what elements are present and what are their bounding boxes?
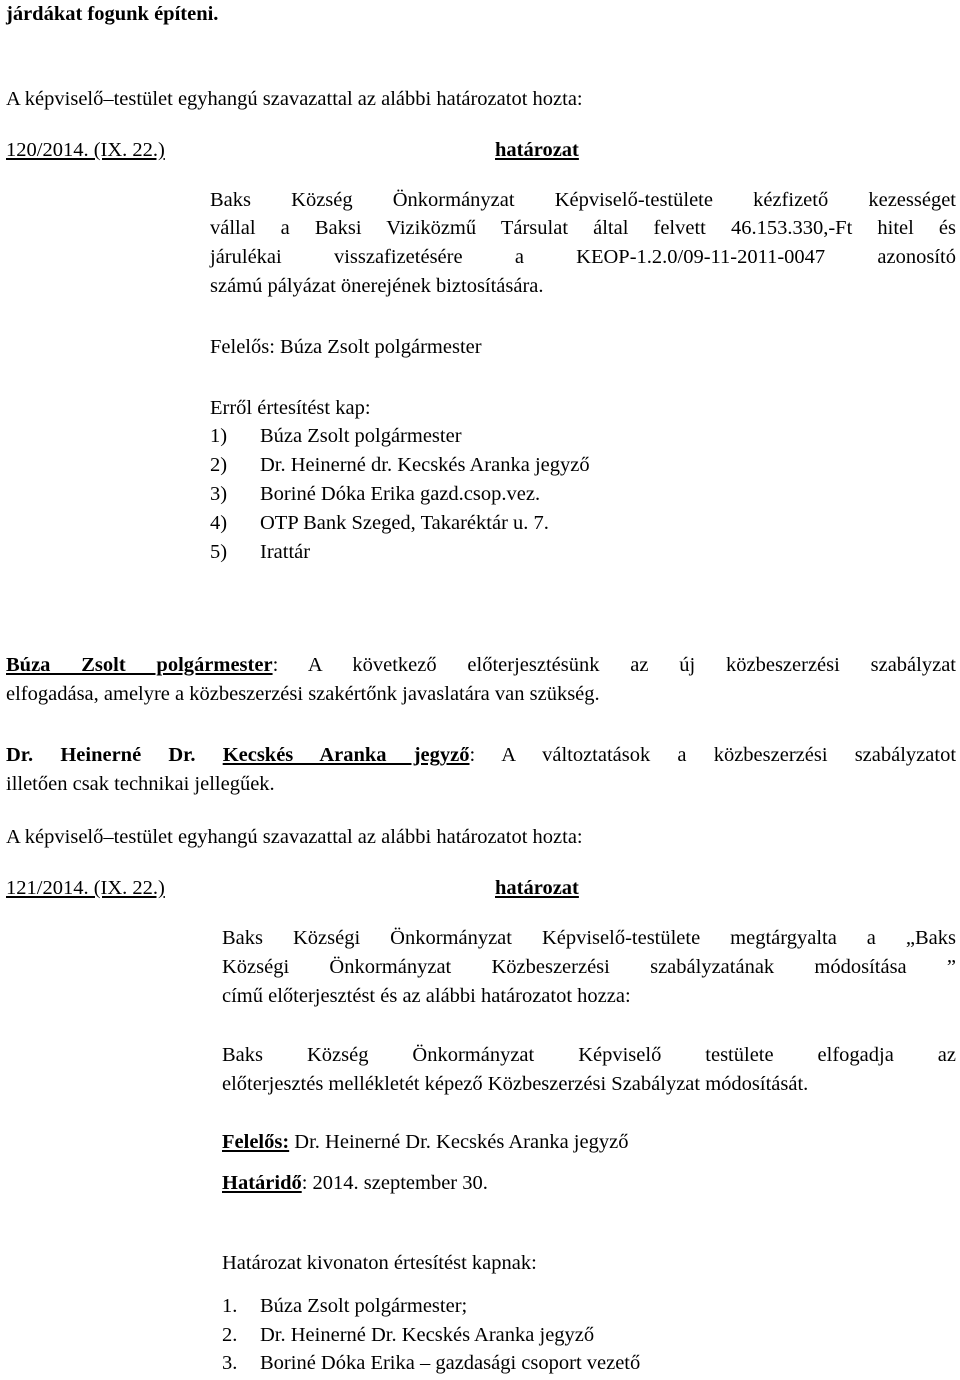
carry-over-line: járdákat fogunk építeni. bbox=[6, 3, 219, 25]
notify-item bbox=[210, 453, 590, 478]
resolution-body-1-line-1: Baks Község Önkormányzat Képviselő-testülete kézfizető kezességet bbox=[210, 189, 956, 211]
resolution-body-1-line-4: számú pályázat önerejének biztosítására. bbox=[210, 275, 544, 297]
notify-item-text: Búza Zsolt polgármester; bbox=[260, 1295, 468, 1317]
notify-item-number: 2. bbox=[222, 1324, 238, 1346]
notify-item-number: 1) bbox=[210, 425, 228, 447]
deadline-label: Határidő bbox=[222, 1172, 302, 1194]
resolution-number-1: 120/2014. (IX. 22.) bbox=[6, 139, 165, 161]
notify-item bbox=[210, 540, 310, 565]
responsible-1: Felelős: Búza Zsolt polgármester bbox=[210, 336, 482, 358]
resolution-body-2b-line-2: előterjesztés mellékletét képező Közbeszerzési Szabályzat módosítását. bbox=[222, 1073, 809, 1095]
notify-item-text: Dr. Heinerné dr. Kecskés Aranka jegyző bbox=[260, 454, 590, 476]
responsible-2 bbox=[222, 1130, 628, 1155]
resolution-body-2-line-1: Baks Községi Önkormányzat Képviselő-testülete megtárgyalta a „Baks bbox=[222, 927, 956, 949]
notify-item-text: Irattár bbox=[260, 541, 311, 563]
notify-item-number: 3) bbox=[210, 483, 228, 505]
speech-1-line-2: elfogadása, amelyre a közbeszerzési szakértőnk javaslatára van szükség. bbox=[6, 683, 600, 705]
notify-title-1: Erről értesítést kap: bbox=[210, 397, 371, 419]
notify-item-number: 4) bbox=[210, 512, 228, 534]
notify-item bbox=[222, 1294, 467, 1319]
notify-item-number: 3. bbox=[222, 1352, 238, 1374]
speech-text: : A változtatások a közbeszerzési szabályzatot bbox=[469, 744, 957, 766]
resolution-body-1-line-3: járulékai visszafizetésére a KEOP-1.2.0/09-11-2011-0047 azonosító bbox=[210, 246, 956, 268]
notify-item bbox=[222, 1323, 594, 1348]
resolution-body-1-line-2: vállal a Baksi Viziközmű Társulat által felvett 46.153.330,-Ft hitel és bbox=[210, 217, 956, 239]
resolution-label-1: határozat bbox=[495, 139, 579, 161]
resolution-number-2: 121/2014. (IX. 22.) bbox=[6, 877, 165, 899]
notify-item-text: Boriné Dóka Erika gazd.csop.vez. bbox=[260, 483, 541, 505]
responsible-label: Felelős: bbox=[222, 1131, 290, 1153]
notify-item bbox=[210, 482, 540, 507]
notify-item bbox=[210, 511, 549, 536]
vote-intro-1: A képviselő–testület egyhangú szavazattal az alábbi határozatot hozta: bbox=[6, 88, 583, 110]
notify-title-2: Határozat kivonaton értesítést kapnak: bbox=[222, 1252, 537, 1274]
notify-item bbox=[210, 424, 462, 449]
notify-item-text: Boriné Dóka Erika – gazdasági csoport vezető bbox=[260, 1352, 641, 1374]
notify-item-number: 1. bbox=[222, 1295, 238, 1317]
notify-item-number: 5) bbox=[210, 541, 228, 563]
speaker-name: Kecskés Aranka jegyző bbox=[222, 744, 470, 766]
speech-text: : A következő előterjesztésünk az új közbeszerzési szabályzat bbox=[272, 654, 956, 676]
resolution-body-2-line-3: című előterjesztést és az alábbi határozatot hozza: bbox=[222, 985, 631, 1007]
deadline-value: : 2014. szeptember 30. bbox=[301, 1172, 488, 1194]
notify-item-text: Búza Zsolt polgármester bbox=[260, 425, 462, 447]
notify-item-number: 2) bbox=[210, 454, 228, 476]
speech-2-line-1 bbox=[6, 743, 956, 768]
resolution-body-2b-line-1: Baks Község Önkormányzat Képviselő testülete elfogadja az bbox=[222, 1044, 956, 1066]
notify-item-text: OTP Bank Szeged, Takaréktár u. 7. bbox=[260, 512, 549, 534]
speech-1-line-1 bbox=[6, 653, 956, 678]
vote-intro-2: A képviselő–testület egyhangú szavazattal az alábbi határozatot hozta: bbox=[6, 826, 583, 848]
deadline bbox=[222, 1171, 488, 1196]
resolution-label-2: határozat bbox=[495, 877, 579, 899]
notify-item bbox=[222, 1351, 640, 1376]
responsible-value: Dr. Heinerné Dr. Kecskés Aranka jegyző bbox=[289, 1131, 629, 1153]
notify-item-text: Dr. Heinerné Dr. Kecskés Aranka jegyző bbox=[260, 1324, 595, 1346]
speaker-name-prefix: Dr. Heinerné Dr. bbox=[6, 744, 196, 766]
speaker-name: Búza Zsolt polgármester bbox=[6, 654, 273, 676]
speech-2-line-2: illetően csak technikai jellegűek. bbox=[6, 773, 275, 795]
resolution-body-2-line-2: Községi Önkormányzat Közbeszerzési szabályzatának módosítása ” bbox=[222, 956, 956, 978]
